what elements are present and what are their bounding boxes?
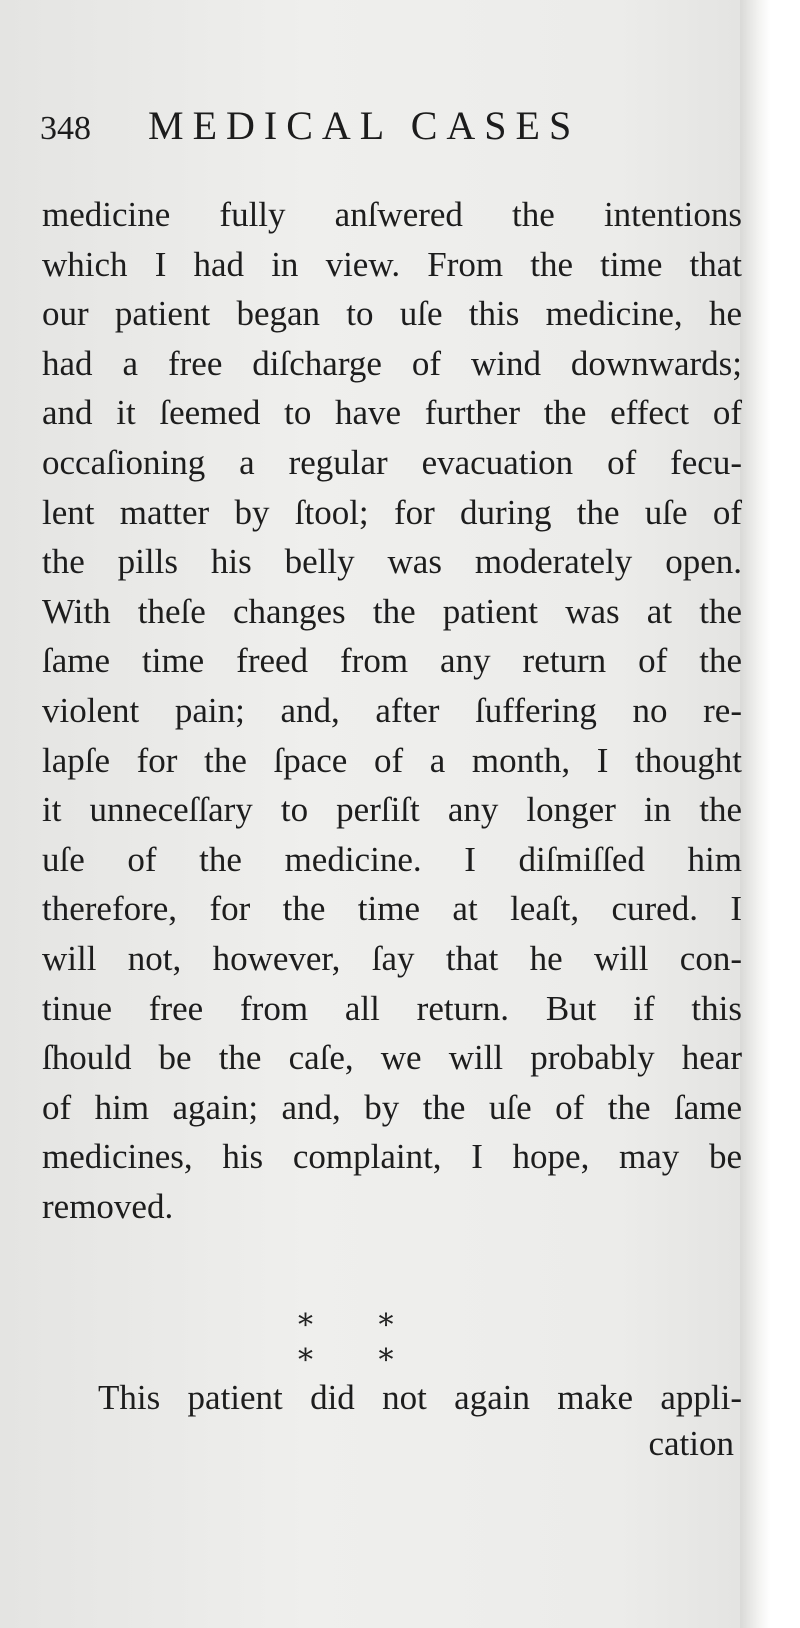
text-line: of him again; and, by the uſe of the ſame: [42, 1087, 742, 1127]
page-edge: [740, 0, 770, 1628]
text-line: removed.: [42, 1186, 174, 1226]
text-line: which I had in view. From the time that: [42, 244, 742, 284]
text-line: lapſe for the ſpace of a month, I thought: [42, 740, 742, 780]
text-line: violent pain; and, after ſuffering no re-: [42, 690, 742, 730]
text-line: our patient began to uſe this medicine, he: [42, 294, 742, 334]
text-line: it unneceſſary to perſiſt any longer in the: [42, 790, 742, 830]
next-paragraph-line: This patient did not again make appli-: [98, 1378, 742, 1417]
text-line: ſame time freed from any return of the: [42, 641, 742, 681]
running-head: MEDICAL CASES: [148, 103, 581, 148]
text-line: occaſioning a regular evacuation of fecu-: [42, 442, 742, 482]
text-line: With theſe changes the patient was at the: [42, 591, 742, 631]
text-line: and it ſeemed to have further the effect of: [42, 393, 742, 433]
text-line: therefore, for the time at leaſt, cured. I: [42, 889, 742, 929]
text-line: will not, however, ſay that he will con-: [42, 938, 742, 978]
catchword: cation: [648, 1424, 734, 1463]
section-separator: * * * *: [298, 1308, 422, 1378]
body-text: [42, 190, 742, 1231]
text-line: ſhould be the caſe, we will probably hear: [42, 1038, 742, 1078]
page-header: [40, 100, 740, 160]
text-line: the pills his belly was moderately open.: [42, 542, 742, 582]
text-line: medicine fully anſwered the intentions: [42, 195, 742, 234]
text-line: tinue free from all return. But if this: [42, 988, 742, 1028]
page-number: 348: [40, 110, 91, 147]
text-line: uſe of the medicine. I diſmiſſed him: [42, 839, 742, 879]
text-line: had a free diſcharge of wind downwards;: [42, 343, 742, 383]
text-line: medicines, his complaint, I hope, may be: [42, 1137, 742, 1177]
text-line: lent matter by ſtool; for during the uſe of: [42, 492, 742, 532]
